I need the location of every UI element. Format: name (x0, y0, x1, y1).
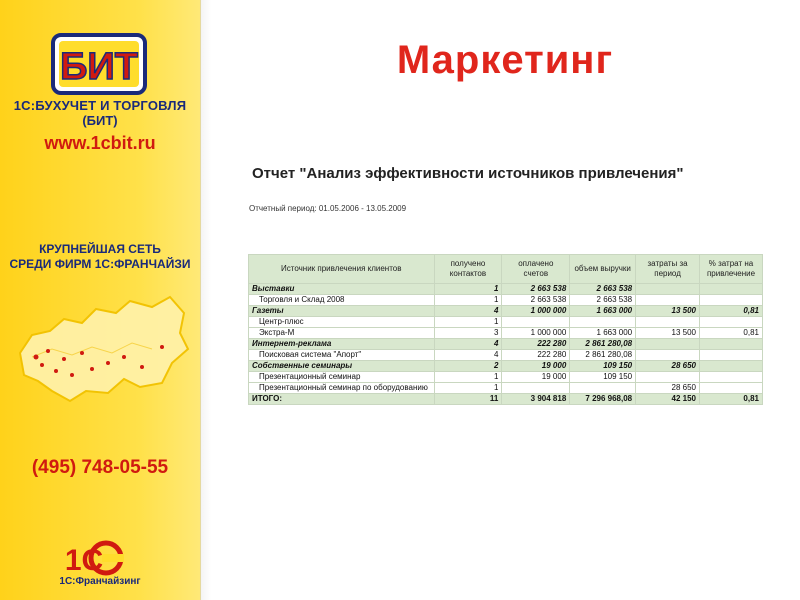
table-row (249, 295, 763, 306)
value-cell: 13 500 (636, 306, 700, 317)
value-cell: 28 650 (636, 361, 700, 372)
column-header: получено контактов (434, 255, 502, 284)
value-cell: 4 (434, 306, 502, 317)
source-cell: ИТОГО: (249, 394, 435, 405)
value-cell: 1 663 000 (570, 328, 636, 339)
value-cell (502, 317, 570, 328)
source-cell: Презентационный семинар (249, 372, 435, 383)
table-row (249, 350, 763, 361)
value-cell: 11 (434, 394, 502, 405)
value-cell: 109 150 (570, 361, 636, 372)
value-cell: 1 (434, 383, 502, 394)
brand-abbr: (БИТ) (82, 113, 118, 128)
source-cell: Газеты (249, 306, 435, 317)
network-slogan-line1: КРУПНЕЙШАЯ СЕТЬ (39, 242, 161, 256)
value-cell (636, 284, 700, 295)
value-cell: 4 (434, 350, 502, 361)
value-cell: 19 000 (502, 361, 570, 372)
table-body (249, 284, 763, 405)
source-cell: Поисковая система "Апорт" (249, 350, 435, 361)
value-cell: 0,81 (700, 394, 763, 405)
website-link[interactable]: www.1cbit.ru (44, 133, 156, 153)
source-cell: Собственные семинары (249, 361, 435, 372)
value-cell: 2 861 280,08 (570, 350, 636, 361)
value-cell: 3 904 818 (502, 394, 570, 405)
group-row (249, 306, 763, 317)
sidebar-divider (200, 0, 211, 600)
value-cell (636, 339, 700, 350)
report-title: Отчет "Анализ эффективности источников привлечения" (252, 165, 684, 182)
network-slogan-line2: СРЕДИ ФИРМ 1С:ФРАНЧАЙЗИ (9, 257, 191, 271)
value-cell (700, 295, 763, 306)
column-header: затраты за период (636, 255, 700, 284)
source-cell: Торговля и Склад 2008 (249, 295, 435, 306)
value-cell: 0,81 (700, 328, 763, 339)
value-cell: 7 296 968,08 (570, 394, 636, 405)
group-row (249, 284, 763, 295)
1c-logo (62, 538, 132, 578)
value-cell: 2 663 538 (570, 295, 636, 306)
value-cell: 3 (434, 328, 502, 339)
value-cell: 2 861 280,08 (570, 339, 636, 350)
value-cell: 1 (434, 317, 502, 328)
value-cell (636, 295, 700, 306)
value-cell: 1 000 000 (502, 306, 570, 317)
value-cell: 1 663 000 (570, 306, 636, 317)
bit-logo (51, 33, 147, 95)
sidebar (0, 0, 200, 600)
value-cell (700, 284, 763, 295)
table-row (249, 372, 763, 383)
group-row (249, 361, 763, 372)
value-cell: 0,81 (700, 306, 763, 317)
source-cell: Интернет-реклама (249, 339, 435, 350)
value-cell (700, 317, 763, 328)
value-cell (502, 383, 570, 394)
value-cell: 2 (434, 361, 502, 372)
column-header: оплачено счетов (502, 255, 570, 284)
value-cell (636, 317, 700, 328)
value-cell (700, 372, 763, 383)
russia-map-icon (12, 283, 192, 413)
value-cell: 4 (434, 339, 502, 350)
value-cell: 19 000 (502, 372, 570, 383)
source-cell: Экстра-М (249, 328, 435, 339)
report-period: Отчетный период: 01.05.2006 - 13.05.2009 (249, 204, 407, 213)
value-cell (700, 361, 763, 372)
value-cell (570, 317, 636, 328)
franchising-label: 1С:Франчайзинг (59, 576, 141, 587)
1c-logo-text: 1С (64, 544, 104, 577)
group-row (249, 339, 763, 350)
value-cell: 2 663 538 (502, 284, 570, 295)
column-header: объем выручки (570, 255, 636, 284)
total-row (249, 394, 763, 405)
table-header-row (249, 255, 763, 284)
value-cell: 1 (434, 284, 502, 295)
value-cell (700, 383, 763, 394)
column-header: Источник привлечения клиентов (249, 255, 435, 284)
page-title: Маркетинг (396, 38, 614, 82)
bit-logo-text: БИТ (60, 46, 138, 88)
report-panel (244, 155, 764, 435)
value-cell: 1 000 000 (502, 328, 570, 339)
value-cell: 222 280 (502, 339, 570, 350)
table-row (249, 317, 763, 328)
table-row (249, 328, 763, 339)
value-cell: 42 150 (636, 394, 700, 405)
source-cell: Презентационный семинар по оборудованию (249, 383, 435, 394)
value-cell (570, 383, 636, 394)
column-header: % затрат на привлечение (700, 255, 763, 284)
source-cell: Центр-плюс (249, 317, 435, 328)
value-cell: 1 (434, 295, 502, 306)
source-cell: Выставки (249, 284, 435, 295)
value-cell (636, 350, 700, 361)
phone-number: (495) 748-05-55 (31, 457, 169, 478)
value-cell (636, 372, 700, 383)
value-cell: 109 150 (570, 372, 636, 383)
value-cell: 28 650 (636, 383, 700, 394)
brand-name: 1С:БУХУЧЕТ И ТОРГОВЛЯ (13, 98, 187, 113)
value-cell (700, 339, 763, 350)
value-cell: 1 (434, 372, 502, 383)
value-cell (700, 350, 763, 361)
value-cell: 2 663 538 (570, 284, 636, 295)
value-cell: 2 663 538 (502, 295, 570, 306)
value-cell: 13 500 (636, 328, 700, 339)
report-table (248, 254, 763, 405)
table-row (249, 383, 763, 394)
value-cell: 222 280 (502, 350, 570, 361)
